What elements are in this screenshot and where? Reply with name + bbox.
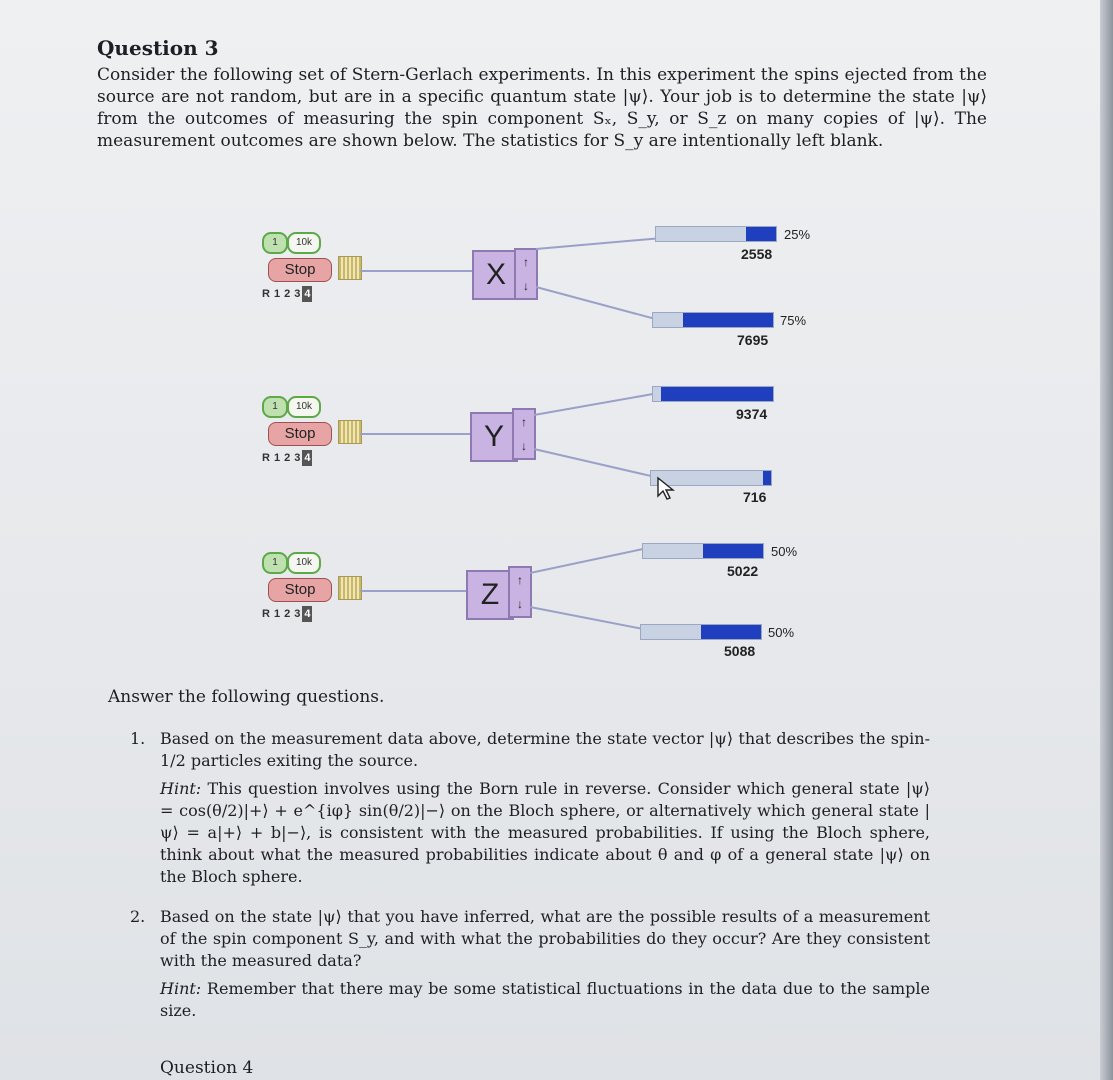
- question-item-1: [130, 728, 930, 888]
- run-selector: [260, 450, 312, 466]
- stop-button[interactable]: Stop: [268, 258, 332, 282]
- run-option[interactable]: 2: [284, 288, 291, 300]
- hint-text: This question involves using the Born rule in reverse. Consider which general state |ψ⟩ = cos(θ/2)|+⟩ + e^{iφ} sin(θ/2)|−⟩ on the Bloch sphere, or alternatively which general state |ψ⟩ = a|+⟩ + b|−⟩, is consistent with the measured probabilities. If using the Bloch sphere, think about what the measured probabilities indicate about θ and φ of a general state |ψ⟩ on the Bloch sphere.: [160, 779, 930, 886]
- detector-down: [640, 624, 762, 640]
- magnet-ports: [508, 566, 532, 618]
- detector-fill: [763, 471, 771, 485]
- screen-edge: [1100, 0, 1113, 1080]
- run-option[interactable]: 3: [294, 288, 301, 300]
- beam: [534, 393, 653, 416]
- source-max-badge[interactable]: 10k: [287, 232, 321, 254]
- magnet-z[interactable]: Z: [466, 570, 514, 620]
- run-option[interactable]: 2: [284, 608, 291, 620]
- count-label: 9374: [736, 406, 768, 422]
- up-arrow-icon: ↑: [523, 255, 529, 269]
- spin-source: [260, 396, 338, 468]
- source-nozzle: [338, 576, 362, 600]
- detector-down: [652, 312, 774, 328]
- run-option[interactable]: 1: [273, 608, 281, 620]
- down-arrow-icon: ↓: [523, 279, 529, 293]
- count-label: 5088: [724, 643, 756, 659]
- item-text: Based on the measurement data above, determine the state vector |ψ⟩ that describes the spin-1/2 particles exiting the source.: [160, 729, 930, 770]
- answer-prompt: Answer the following questions.: [108, 687, 385, 707]
- beam: [534, 448, 653, 477]
- count-label: 716: [743, 489, 767, 505]
- detector-fill: [703, 544, 763, 558]
- detector-fill: [683, 313, 773, 327]
- detector-fill: [746, 227, 776, 241]
- percent-label: 50%: [771, 544, 798, 559]
- run-option[interactable]: 2: [284, 452, 291, 464]
- intro-paragraph: Consider the following set of Stern-Gerlach experiments. In this experiment the spins ejected from the source are not random, but are in a specific quantum state |ψ⟩. Your job is to determine the state |ψ⟩ from the outcomes of measuring the spin component Sₓ, S_y, or S_z on many copies of |ψ⟩. The measurement outcomes are shown below. The statistics for S_y are intentionally left blank.: [97, 65, 987, 151]
- question-title: Question 3: [97, 36, 219, 60]
- up-arrow-icon: ↑: [521, 415, 527, 429]
- count-label: 7695: [737, 332, 769, 348]
- beam: [530, 606, 642, 630]
- detector-up: [655, 226, 777, 242]
- hint-label: Hint:: [160, 779, 202, 798]
- run-option[interactable]: 1: [273, 288, 281, 300]
- hint-text: Remember that there may be some statistical fluctuations in the data due to the sample size.: [160, 979, 930, 1020]
- run-option[interactable]: 1: [273, 452, 281, 464]
- question-item-2: [130, 906, 930, 1022]
- magnet-ports: [514, 248, 538, 300]
- item-number: 2.: [130, 907, 146, 926]
- run-option[interactable]: R: [262, 288, 270, 300]
- mouse-pointer-icon: [656, 476, 676, 502]
- count-label: 5022: [727, 563, 759, 579]
- run-option-selected[interactable]: 4: [304, 288, 311, 300]
- source-count-badge[interactable]: 1: [262, 396, 288, 418]
- run-option[interactable]: 3: [294, 608, 301, 620]
- detector-up: [652, 386, 774, 402]
- stop-button[interactable]: Stop: [268, 578, 332, 602]
- run-option-selected[interactable]: 4: [304, 608, 311, 620]
- down-arrow-icon: ↓: [521, 439, 527, 453]
- source-count-badge[interactable]: 1: [262, 552, 288, 574]
- spin-source: [260, 552, 338, 624]
- magnet-x[interactable]: X: [472, 250, 520, 300]
- percent-label: 50%: [768, 625, 795, 640]
- question-intro: [97, 64, 987, 152]
- detector-fill: [701, 625, 761, 639]
- run-option[interactable]: R: [262, 608, 270, 620]
- down-arrow-icon: ↓: [517, 597, 523, 611]
- percent-label: 25%: [784, 227, 811, 242]
- run-selector: [260, 286, 312, 302]
- item-hint: [160, 778, 930, 888]
- magnet-ports: [512, 408, 536, 460]
- beam: [530, 548, 644, 574]
- beam: [536, 286, 654, 320]
- stop-button[interactable]: Stop: [268, 422, 332, 446]
- detector-fill: [661, 387, 773, 401]
- item-text: Based on the state |ψ⟩ that you have inferred, what are the possible results of a measurement of the spin component S_y, and with what the probabilities do they occur? Are they consistent with the measured data?: [160, 907, 930, 970]
- item-number: 1.: [130, 729, 146, 748]
- spin-source: [260, 232, 338, 304]
- percent-label: 75%: [780, 313, 807, 328]
- run-option[interactable]: 3: [294, 452, 301, 464]
- source-max-badge[interactable]: 10k: [287, 396, 321, 418]
- run-selector: [260, 606, 312, 622]
- up-arrow-icon: ↑: [517, 573, 523, 587]
- beam: [360, 270, 472, 272]
- detector-up: [642, 543, 764, 559]
- magnet-y[interactable]: Y: [470, 412, 518, 462]
- beam: [536, 237, 660, 250]
- source-max-badge[interactable]: 10k: [287, 552, 321, 574]
- run-option[interactable]: R: [262, 452, 270, 464]
- hint-label: Hint:: [160, 979, 202, 998]
- item-hint: [160, 978, 930, 1022]
- source-nozzle: [338, 420, 362, 444]
- run-option-selected[interactable]: 4: [304, 452, 311, 464]
- beam: [360, 433, 470, 435]
- source-count-badge[interactable]: 1: [262, 232, 288, 254]
- next-question-title: Question 4: [160, 1058, 254, 1078]
- count-label: 2558: [741, 246, 773, 262]
- beam: [360, 590, 466, 592]
- source-nozzle: [338, 256, 362, 280]
